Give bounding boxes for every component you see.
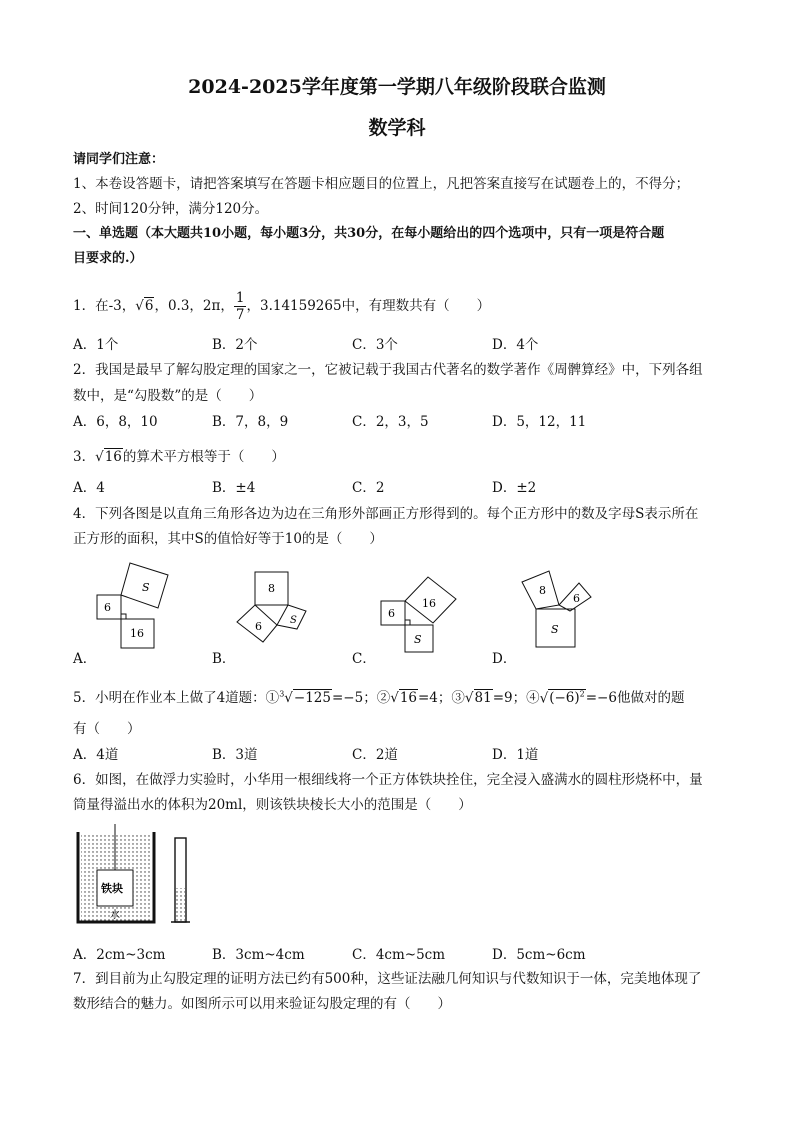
- question-4-line1: 4．下列各图是以直角三角形各边为边在三角形外部画正方形得到的。每个正方形中的数及字母S表示所在: [73, 506, 699, 522]
- notice-item-1: 1、本卷设答题卡，请把答案填写在答题卡相应题目的位置上，凡把答案直接写在试题卷上的，不得分；: [73, 176, 690, 192]
- q6-option-b[interactable]: B．3cm~4cm: [212, 947, 305, 963]
- question-7-line2: 数形结合的魅力。如图所示可以用来验证勾股定理的有（ ）: [73, 996, 451, 1012]
- fig-d-label-right: 6: [573, 592, 580, 605]
- q3-option-c[interactable]: C．2: [352, 480, 385, 496]
- question-7-line1: 7．到目前为止勾股定理的证明方法已约有500种，这些证法融几何知识与代数知识于一体，完美地体现了: [73, 971, 702, 987]
- q4-option-d[interactable]: D．: [492, 651, 517, 667]
- fig-c-label-bottom: S: [414, 633, 422, 646]
- question-1: 1．在-3，√6，0.3，2π， $\frac{1}{7}$ ，3.14159265中，有理数共有（ ）: [73, 290, 491, 323]
- q1-option-b[interactable]: B．2个: [212, 337, 258, 353]
- notice-heading: 请同学们注意：: [73, 152, 165, 167]
- q5-option-d[interactable]: D．1道: [492, 747, 539, 763]
- q1-option-d[interactable]: D．4个: [492, 337, 539, 353]
- q2-option-b[interactable]: B．7，8，9: [212, 414, 289, 430]
- q2-option-a[interactable]: A．6，8，10: [73, 414, 158, 430]
- exam-title: 2024-2025学年度第一学期八年级阶段联合监测: [188, 76, 606, 98]
- question-4-line2: 正方形的面积，其中S的值恰好等于10的是（ ）: [73, 531, 383, 547]
- q6-option-d[interactable]: D．5cm~6cm: [492, 947, 586, 963]
- q4-option-b[interactable]: B．: [212, 651, 236, 667]
- q6-option-c[interactable]: C．4cm~5cm: [352, 947, 446, 963]
- fig-d-label-top: 8: [539, 584, 546, 597]
- fig-b-label-left: 6: [255, 620, 262, 633]
- fig-c-label-top: 16: [422, 597, 436, 610]
- fig-a-label-left: 6: [104, 601, 111, 614]
- q1-prefix: 1．在-3，: [73, 298, 136, 314]
- fig-a-label-bottom: 16: [130, 627, 144, 640]
- q5-option-a[interactable]: A．4道: [73, 747, 119, 763]
- q4-figure-d: [515, 565, 615, 655]
- q3-sqrt: √16: [95, 449, 122, 465]
- q2-option-c[interactable]: C．2，3，5: [352, 414, 429, 430]
- q1-option-a[interactable]: A．1个: [73, 337, 119, 353]
- question-5-line2: 有（ ）: [73, 721, 141, 737]
- q1-fraction: $\frac{1}{7}$: [235, 290, 245, 323]
- q6-water-label: 水: [110, 910, 120, 921]
- q3-option-b[interactable]: B．±4: [212, 480, 256, 496]
- question-2-line2: 数中，是“勾股数”的是（ ）: [73, 388, 263, 404]
- fig-d-label-bottom: S: [551, 623, 559, 636]
- question-5-line1: 5．小明在作业本上做了4道题：①$^3$√−125=−5；②√16=4；③√81=9；$④√(-6)^2=-6$他做对的题: [73, 689, 685, 706]
- q1-option-c[interactable]: C．3个: [352, 337, 398, 353]
- question-2-line1: 2．我国是最早了解勾股定理的国家之一，它被记载于我国古代著名的数学著作《周髀算经》中，下列各组: [73, 362, 703, 378]
- question-6-line2: 筒量得溢出水的体积为20ml，则该铁块棱长大小的范围是（ ）: [73, 797, 472, 813]
- fig-a-label-top: S: [142, 581, 150, 594]
- q2-option-d[interactable]: D．5，12，11: [492, 414, 587, 430]
- question-6-line1: 6．如图，在做浮力实验时，小华用一根细线将一个正方体铁块拴住，完全浸入盛满水的圆柱形烧杯中，量: [73, 772, 703, 788]
- q5-option-c[interactable]: C．2道: [352, 747, 398, 763]
- subject-title: 数学科: [368, 117, 426, 139]
- q4-figure-b: [233, 567, 333, 652]
- q3-option-d[interactable]: D．±2: [492, 480, 537, 496]
- fig-b-label-top: 8: [268, 582, 275, 595]
- q4-figure-c: [375, 567, 475, 657]
- fig-c-label-left: 6: [388, 607, 395, 620]
- q1-sqrt: √6: [135, 298, 154, 314]
- q5-option-b[interactable]: B．3道: [212, 747, 258, 763]
- q6-iron-block-label: 铁块: [101, 882, 123, 895]
- q6-option-a[interactable]: A．2cm~3cm: [73, 947, 166, 963]
- fig-b-label-right: S: [290, 615, 297, 626]
- notice-item-2: 2、时间120分钟，满分120分。: [73, 201, 269, 217]
- question-3: 3．√16的算术平方根等于（ ）: [73, 449, 285, 465]
- q6-beaker-figure: [75, 822, 195, 930]
- section-heading-line2: 目要求的.）: [73, 251, 143, 266]
- section-heading-line1: 一、单选题（本大题共10小题，每小题3分，共30分，在每小题给出的四个选项中，只有一项是符合题: [73, 226, 665, 241]
- q4-option-a[interactable]: A．: [73, 651, 97, 667]
- q4-figure-a: [90, 560, 190, 655]
- q4-option-c[interactable]: C．: [352, 651, 376, 667]
- q3-option-a[interactable]: A．4: [73, 480, 105, 496]
